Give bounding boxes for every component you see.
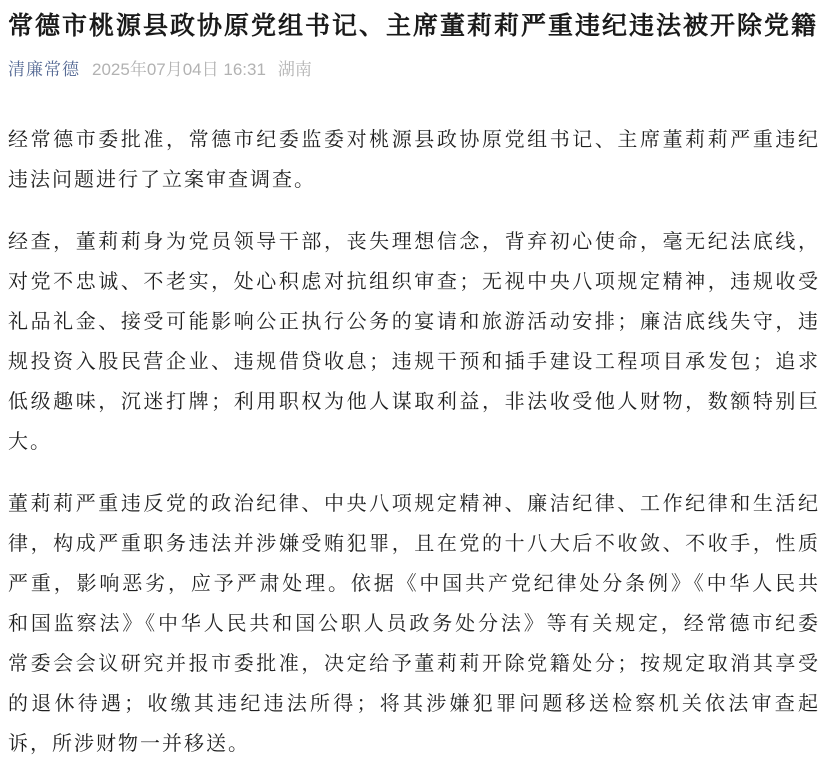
paragraph-line: 违法问题进行了立案审查调查。 [8,169,316,191]
paragraph-line: 诉，所涉财物一并移送。 [8,733,250,755]
publish-location: 湖南 [277,60,312,79]
paragraph-line: 的退休待遇；收缴其违纪违法所得；将其涉嫌犯罪问题移送检察机关依法审查起 [8,693,820,715]
article-content [8,120,820,764]
article-meta [8,56,826,84]
paragraph-line: 经常德市委批准，常德市纪委监委对桃源县政协原党组书记、主席董莉莉严重违纪 [8,129,820,151]
paragraph-line: 董莉莉严重违反党的政治纪律、中央八项规定精神、廉洁纪律、工作纪律和生活纪 [8,493,820,515]
paragraph-line: 律，构成严重职务违法并涉嫌受贿犯罪，且在党的十八大后不收敛、不收手，性质 [8,533,820,555]
paragraph-line: 规投资入股民营企业、违规借贷收息；违规干预和插手建设工程项目承发包；追求 [8,351,820,373]
paragraph-line: 礼品礼金、接受可能影响公正执行公务的宴请和旅游活动安排；廉洁底线失守，违 [8,311,820,333]
paragraph-line: 严重，影响恶劣，应予严肃处理。依据《中国共产党纪律处分条例》《中华人民共 [8,573,820,595]
paragraph-line: 和国监察法》《中华人民共和国公职人员政务处分法》等有关规定，经常德市纪委 [8,613,820,635]
paragraph-line: 常委会会议研究并报市委批准，决定给予董莉莉开除党籍处分；按规定取消其享受 [8,653,820,675]
article-paragraph [8,484,820,764]
article-paragraph [8,222,820,462]
paragraph-line: 对党不忠诚、不老实，处心积虑对抗组织审查；无视中央八项规定精神，违规收受 [8,271,820,293]
paragraph-line: 大。 [8,431,52,453]
paragraph-line: 低级趣味，沉迷打牌；利用职权为他人谋取利益，非法收受他人财物，数额特别巨 [8,391,820,413]
article-paragraph [8,120,820,200]
article-page [0,10,826,764]
account-name-link[interactable]: 清廉常德 [8,60,80,79]
paragraph-line: 经查，董莉莉身为党员领导干部，丧失理想信念，背弃初心使命，毫无纪法底线， [8,231,820,253]
article-title: 常德市桃源县政协原党组书记、主席董莉莉严重违纪违法被开除党籍 [8,12,819,40]
publish-datetime: 2025年07月04日 16:31 [92,60,266,79]
